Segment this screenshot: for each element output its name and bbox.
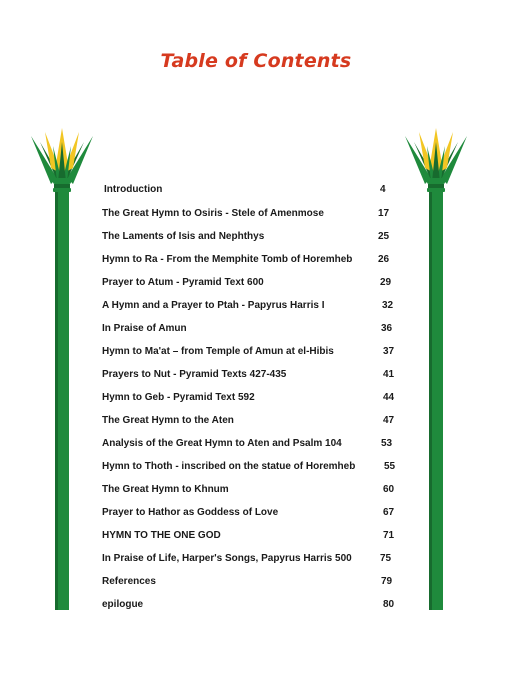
toc-entry-title: Hymn to Geb - Pyramid Text 592: [102, 392, 255, 403]
toc-entry[interactable]: [102, 300, 402, 316]
toc-entry-page: 17: [378, 208, 390, 219]
toc-entry-page: 37: [383, 346, 395, 357]
toc-entry-title: Prayers to Nut - Pyramid Texts 427-435: [102, 369, 287, 380]
toc-entry[interactable]: [102, 507, 402, 523]
toc-entry-title: Prayer to Atum - Pyramid Text 600: [102, 277, 264, 288]
toc-entry[interactable]: [102, 369, 402, 385]
toc-entry[interactable]: [102, 254, 402, 270]
toc-entry[interactable]: [102, 208, 402, 224]
toc-entry-title: The Great Hymn to the Aten: [102, 415, 234, 426]
toc-entry-page: 41: [383, 369, 395, 380]
toc-entry[interactable]: [102, 415, 402, 431]
toc-entry-title: In Praise of Life, Harper's Songs, Papyrus Harris 500: [102, 553, 352, 564]
toc-entry-page: 44: [383, 392, 395, 403]
toc-entry[interactable]: [102, 392, 402, 408]
toc-entry-page: 79: [381, 576, 393, 587]
toc-entry-title: A Hymn and a Prayer to Ptah - Papyrus Harris I: [102, 300, 325, 311]
toc-entry[interactable]: [102, 277, 402, 293]
toc-entry[interactable]: [102, 530, 402, 546]
toc-entry[interactable]: [102, 553, 402, 569]
toc-entry[interactable]: [102, 461, 402, 477]
toc-entry-page: 55: [384, 461, 396, 472]
toc-entry-title: In Praise of Amun: [102, 323, 187, 334]
toc-entry-title: epilogue: [102, 599, 144, 610]
toc-entry-page: 47: [383, 415, 395, 426]
toc-entry-title: Introduction: [104, 184, 163, 195]
toc-entry-page: 75: [380, 553, 392, 564]
toc-entry-page: 29: [380, 277, 392, 288]
toc-entry-page: 80: [383, 599, 395, 610]
toc-entry-page: 53: [381, 438, 393, 449]
toc-entry[interactable]: [104, 184, 404, 200]
toc-entry-title: Hymn to Ra - From the Memphite Tomb of Horemheb: [102, 254, 353, 265]
toc-entry[interactable]: [102, 346, 402, 362]
toc-entry[interactable]: [102, 323, 402, 339]
toc-entry[interactable]: [102, 484, 402, 500]
toc-entry-title: Hymn to Ma'at – from Temple of Amun at el-Hibis: [102, 346, 334, 357]
toc-entry-title: Prayer to Hathor as Goddess of Love: [102, 507, 279, 518]
toc-entry-page: 4: [380, 184, 386, 195]
toc-entry-page: 32: [382, 300, 394, 311]
toc-entry-page: 25: [378, 231, 390, 242]
toc-entry-title: Hymn to Thoth - inscribed on the statue of Horemheb: [102, 461, 356, 472]
toc-entry-page: 36: [381, 323, 393, 334]
toc-entry-title: References: [102, 576, 156, 587]
toc-entry-title: Analysis of the Great Hymn to Aten and Psalm 104: [102, 438, 342, 449]
toc-entry-page: 60: [383, 484, 395, 495]
toc-entry-title: The Great Hymn to Khnum: [102, 484, 229, 495]
toc-entry-title: The Great Hymn to Osiris - Stele of Amenmose: [102, 208, 324, 219]
toc-entry[interactable]: [102, 576, 402, 592]
toc-entry-page: 67: [383, 507, 395, 518]
toc-entry[interactable]: [102, 599, 402, 615]
toc-entry-title: The Laments of Isis and Nephthys: [102, 231, 265, 242]
toc-entry[interactable]: [102, 231, 402, 247]
page-title: Table of Contents: [160, 50, 352, 72]
toc-entry-page: 71: [383, 530, 395, 541]
toc-entry-page: 26: [378, 254, 390, 265]
toc-entry-title: HYMN TO THE ONE GOD: [102, 530, 221, 541]
toc-entry[interactable]: [102, 438, 402, 454]
